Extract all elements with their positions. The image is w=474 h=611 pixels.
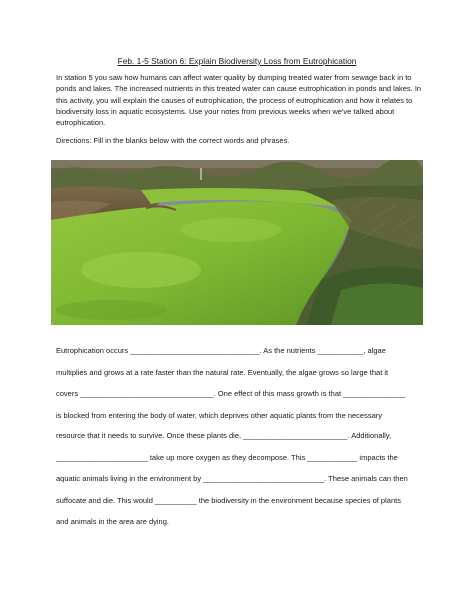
cloze-line-7: aquatic animals living in the environment by _____________________________. These animals can then [56, 474, 408, 483]
cloze-line-2: multiplies and grows at a rate faster than the natural rate. Eventually, the algae grows so large that it [56, 368, 389, 377]
cloze-line-5: resource that it needs to survive. Once these plants die, _________________________. Additionally, [56, 431, 392, 440]
page-title: Feb. 1-5 Station 6: Explain Biodiversity Loss from Eutrophication [117, 56, 357, 66]
cloze-line-9: and animals in the area are dying. [56, 517, 169, 526]
algae-pond-photo [51, 160, 423, 325]
cloze-line-3: covers ________________________________. One effect of this mass growth is that _______________ [56, 389, 406, 398]
cloze-line-4: is blocked from entering the body of water, which deprives other aquatic plants from the necessary [56, 411, 383, 420]
directions-text: Directions: Fill in the blanks below with the correct words and phrases. [56, 136, 290, 145]
cloze-line-1: Eutrophication occurs _______________________________. As the nutrients ___________, algae [56, 346, 386, 355]
algae-pond-image [51, 160, 423, 325]
cloze-line-8: suffocate and die. This would __________ the biodiversity in the environment because species of plants [56, 496, 401, 505]
cloze-line-6: ______________________ take up more oxygen as they decompose. This ____________ impacts the [56, 453, 398, 462]
intro-paragraph: In station 5 you saw how humans can affect water quality by dumping treated water from sewage back in to ponds and lakes. The increased nutrients in this treated water can cause eutrophication in ponds and lakes. In this activity, you will explain the causes of eutrophication, the process of eutrophication and how it relates to biodiversity loss in aquatic ecosystems. Use your notes from previous weeks when we've talked about eutrophication. [56, 73, 422, 128]
